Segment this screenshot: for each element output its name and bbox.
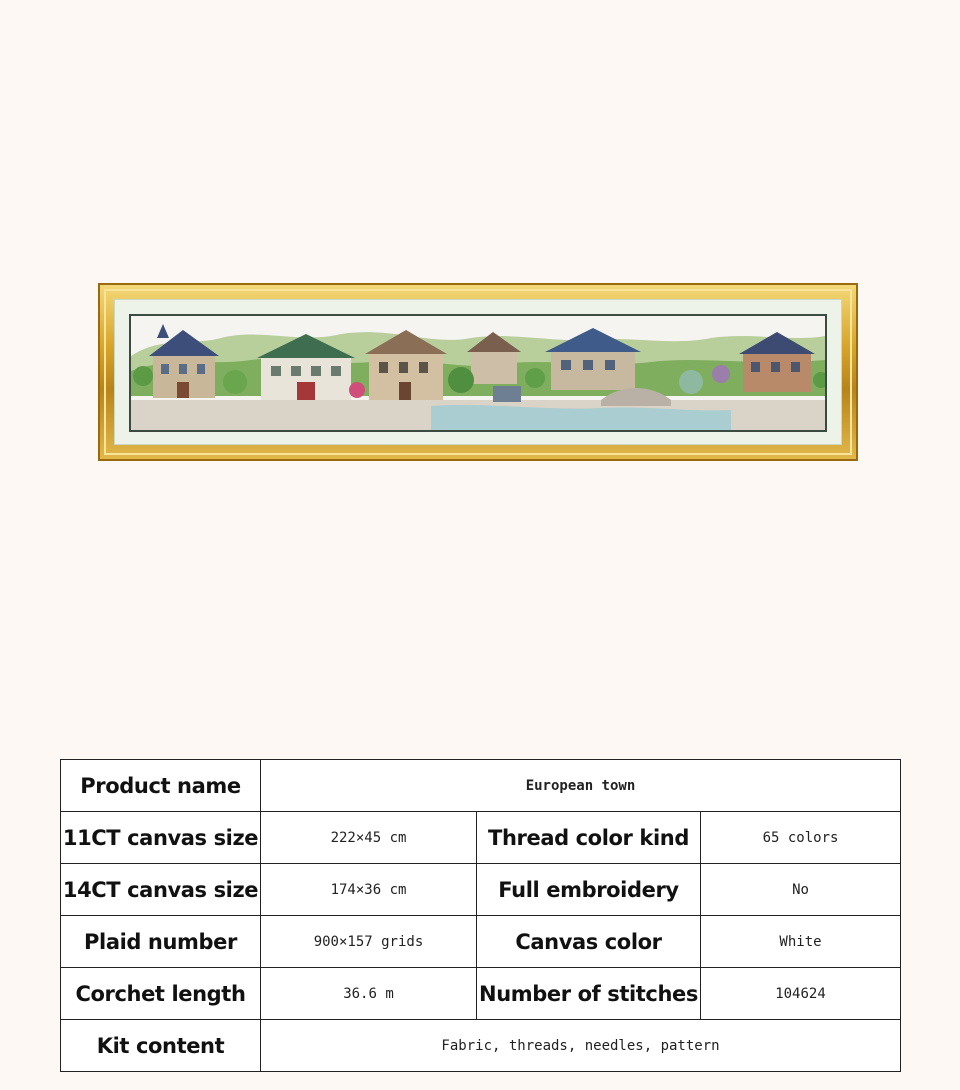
framed-artwork	[98, 283, 858, 461]
spec-value: 900×157 grids	[261, 916, 477, 968]
town-panorama-image	[131, 316, 825, 430]
kit-content-value: Fabric, threads, needles, pattern	[261, 1020, 901, 1072]
spec-label: Canvas color	[477, 916, 701, 968]
kit-content-label: Kit content	[61, 1020, 261, 1072]
spec-value: 104624	[701, 968, 901, 1020]
spec-label: Plaid number	[61, 916, 261, 968]
spec-label: Number of stitches	[477, 968, 701, 1020]
spec-value: 36.6 m	[261, 968, 477, 1020]
table-row	[61, 968, 901, 1020]
table-row	[61, 864, 901, 916]
product-name-label: Product name	[61, 760, 261, 812]
product-name-value: European town	[261, 760, 901, 812]
spec-label: 14CT canvas size	[61, 864, 261, 916]
spec-label: 11CT canvas size	[61, 812, 261, 864]
spec-label: Full embroidery	[477, 864, 701, 916]
spec-value: No	[701, 864, 901, 916]
spec-label: Corchet length	[61, 968, 261, 1020]
table-row	[61, 760, 901, 812]
product-spec-table	[60, 759, 901, 1072]
spec-value: White	[701, 916, 901, 968]
spec-value: 65 colors	[701, 812, 901, 864]
artwork-mat	[114, 299, 842, 445]
artwork-canvas	[129, 314, 827, 432]
table-row	[61, 812, 901, 864]
table-row	[61, 1020, 901, 1072]
spec-label: Thread color kind	[477, 812, 701, 864]
table-row	[61, 916, 901, 968]
spec-value: 174×36 cm	[261, 864, 477, 916]
spec-value: 222×45 cm	[261, 812, 477, 864]
